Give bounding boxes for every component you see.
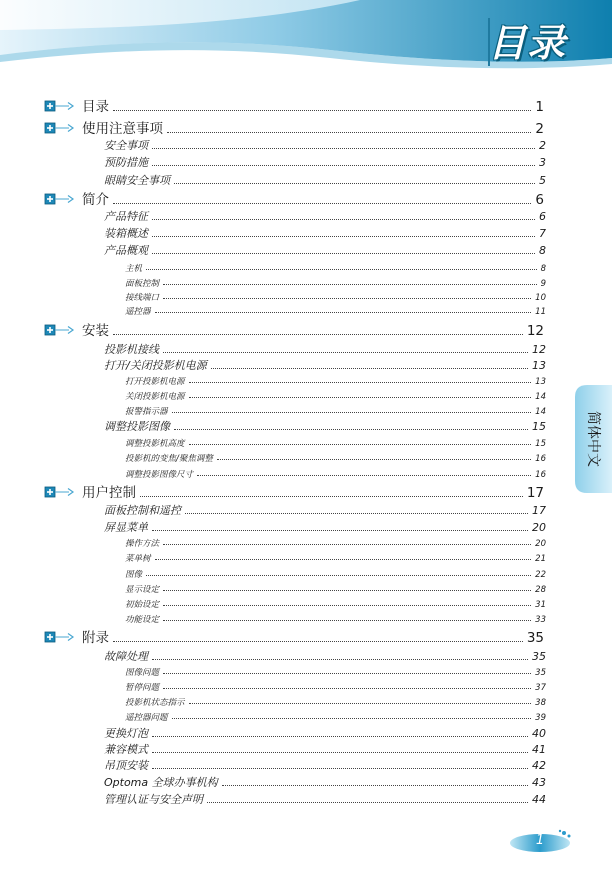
toc-entry-page: 12 <box>526 322 544 339</box>
section-bullet-icon <box>44 483 78 495</box>
toc-entry[interactable] <box>125 696 546 708</box>
toc-entry[interactable] <box>82 188 544 208</box>
toc-entry[interactable] <box>104 502 546 518</box>
dot-leader <box>207 802 528 803</box>
dot-leader <box>172 412 532 413</box>
section-bullet-icon <box>44 190 78 202</box>
section-bullet-icon <box>44 119 78 131</box>
toc-entry-label: 投影机状态指示 <box>125 697 185 708</box>
toc-entry-page: 31 <box>535 599 546 610</box>
toc-entry-page: 22 <box>535 569 546 580</box>
dot-leader <box>152 165 535 166</box>
toc-entry[interactable] <box>104 741 546 757</box>
dot-leader <box>163 284 537 285</box>
toc-entry[interactable] <box>82 481 544 501</box>
dot-leader <box>152 148 535 149</box>
toc-entry[interactable] <box>104 357 546 373</box>
toc-entry-page: 43 <box>532 776 546 789</box>
dot-leader <box>163 544 531 545</box>
language-label <box>575 385 612 493</box>
toc-entry-page: 12 <box>532 343 546 356</box>
page-title: 目录 <box>487 21 566 65</box>
toc-entry[interactable] <box>104 519 546 535</box>
toc-entry-label: 产品特征 <box>104 210 148 223</box>
dot-leader <box>113 110 531 111</box>
dot-leader <box>217 459 531 460</box>
toc-entry-label: 兼容模式 <box>104 743 148 756</box>
toc-entry-label: 打开/关闭投影机电源 <box>104 359 207 372</box>
toc-entry[interactable] <box>104 791 546 807</box>
toc-entry[interactable] <box>125 277 546 289</box>
toc-entry-label: 显示设定 <box>125 584 160 595</box>
toc-entry-page: 38 <box>535 697 546 708</box>
toc-entry-label: 遥控器 <box>125 306 151 317</box>
toc-entry-label: 眼睛安全事项 <box>104 174 170 187</box>
toc-entry-page: 1 <box>535 98 544 115</box>
toc-entry-page: 41 <box>532 743 546 756</box>
toc-entry-page: 17 <box>526 484 544 501</box>
dot-leader <box>189 444 532 445</box>
toc-entry[interactable] <box>125 405 546 417</box>
toc-entry-page: 17 <box>532 504 546 517</box>
dot-leader <box>163 590 531 591</box>
dot-leader <box>189 397 532 398</box>
toc-entry-page: 2 <box>535 120 544 137</box>
toc-entry[interactable] <box>125 305 546 317</box>
toc-entry[interactable] <box>125 711 546 723</box>
toc-entry-label: 接线端口 <box>125 292 160 303</box>
toc-entry[interactable] <box>125 568 546 580</box>
toc-entry[interactable] <box>82 626 544 646</box>
page-number: 1 <box>535 833 545 848</box>
dot-leader <box>152 736 528 737</box>
toc-entry-page: 5 <box>539 174 546 187</box>
toc-entry-label: 安装 <box>82 322 109 339</box>
toc-entry-page: 16 <box>535 453 546 464</box>
toc-entry-page: 28 <box>535 584 546 595</box>
toc-entry[interactable] <box>125 291 546 303</box>
toc-entry-label: 面板控制和遥控 <box>104 504 181 517</box>
toc-entry-page: 35 <box>535 667 546 678</box>
dot-leader <box>163 298 531 299</box>
toc-entry-label: 屏显菜单 <box>104 521 148 534</box>
toc-entry-page: 10 <box>535 292 546 303</box>
toc-entry-label: 初始设定 <box>125 599 160 610</box>
toc-entry[interactable] <box>104 757 546 773</box>
toc-entry-page: 16 <box>535 469 546 480</box>
toc-entry-label: 调整投影机高度 <box>125 438 185 449</box>
toc-entry-page: 3 <box>539 156 546 169</box>
toc-entry-page: 39 <box>535 712 546 723</box>
toc-entry-label: 关闭投影机电源 <box>125 391 185 402</box>
toc-entry-page: 13 <box>532 359 546 372</box>
toc-entry-page: 8 <box>539 244 546 257</box>
dot-leader <box>152 768 528 769</box>
toc-entry-page: 14 <box>535 391 546 402</box>
toc-entry[interactable] <box>104 774 546 790</box>
dot-leader <box>167 132 531 133</box>
toc-entry[interactable] <box>104 725 546 741</box>
dot-leader <box>185 513 528 514</box>
toc-entry-label: 装箱概述 <box>104 227 148 240</box>
dot-leader <box>140 496 523 497</box>
toc-entry-label: 投影机的变焦/聚焦调整 <box>125 453 213 464</box>
dot-leader <box>113 641 523 642</box>
dot-leader <box>152 236 535 237</box>
dot-leader <box>172 718 532 719</box>
toc-entry-label: 遥控器问题 <box>125 712 168 723</box>
dot-leader <box>163 673 531 674</box>
toc-entry[interactable] <box>125 262 546 274</box>
toc-entry-label: 投影机接线 <box>104 343 159 356</box>
toc-entry-page: 7 <box>539 227 546 240</box>
toc-entry[interactable] <box>125 468 546 480</box>
toc-entry[interactable] <box>104 172 546 188</box>
toc-entry-label: 主机 <box>125 263 143 274</box>
toc-entry-page: 9 <box>540 278 546 289</box>
toc-entry[interactable] <box>125 681 546 693</box>
toc-entry[interactable] <box>104 208 546 224</box>
toc-entry-page: 15 <box>532 420 546 433</box>
toc-entry-page: 11 <box>535 306 546 317</box>
toc-entry-label: 暂停问题 <box>125 682 160 693</box>
toc-entry[interactable] <box>104 418 546 434</box>
section-bullet-icon <box>44 321 78 333</box>
dot-leader <box>152 530 528 531</box>
toc-entry[interactable] <box>104 242 546 258</box>
dot-leader <box>152 659 528 660</box>
toc-entry-label: 附录 <box>82 629 109 646</box>
toc-entry-label: 用户控制 <box>82 484 136 501</box>
dot-leader <box>152 752 528 753</box>
dot-leader <box>152 253 535 254</box>
dot-leader <box>174 183 535 184</box>
toc-entry-page: 35 <box>532 650 546 663</box>
dot-leader <box>211 368 528 369</box>
toc-entry-page: 8 <box>540 263 546 274</box>
toc-entry-label: 简介 <box>82 191 109 208</box>
toc-entry-page: 14 <box>535 406 546 417</box>
toc-entry-label: 管理认证与安全声明 <box>104 793 203 806</box>
toc-entry-label: 更换灯泡 <box>104 727 148 740</box>
toc-entry-label: 调整投影图像尺寸 <box>125 469 194 480</box>
toc-entry-page: 20 <box>535 538 546 549</box>
toc-entry-page: 33 <box>535 614 546 625</box>
toc-entry-label: 打开投影机电源 <box>125 376 185 387</box>
toc-entry[interactable] <box>125 598 546 610</box>
toc-entry-label: 安全事项 <box>104 139 148 152</box>
section-bullet-icon <box>44 97 78 109</box>
toc-entry[interactable] <box>104 648 546 664</box>
toc-entry[interactable] <box>125 375 546 387</box>
dot-leader <box>163 688 531 689</box>
dot-leader <box>113 334 523 335</box>
toc-entry-page: 15 <box>535 438 546 449</box>
dot-leader <box>197 475 531 476</box>
toc-entry-label: 操作方法 <box>125 538 160 549</box>
toc-entry[interactable] <box>125 437 546 449</box>
section-bullet-icon <box>44 628 78 640</box>
toc-entry-label: 产品概观 <box>104 244 148 257</box>
dot-leader <box>152 219 535 220</box>
toc-entry-page: 20 <box>532 521 546 534</box>
toc-entry[interactable] <box>104 225 546 241</box>
toc-entry[interactable] <box>82 319 544 339</box>
toc-entry[interactable] <box>125 666 546 678</box>
dot-leader <box>113 203 531 204</box>
dot-leader <box>189 703 532 704</box>
toc-entry-page: 6 <box>535 191 544 208</box>
toc-entry-label: 预防措施 <box>104 156 148 169</box>
toc-entry-page: 21 <box>535 553 546 564</box>
toc-entry-label: 功能设定 <box>125 614 160 625</box>
dot-leader <box>146 269 537 270</box>
toc-entry[interactable] <box>104 154 546 170</box>
toc-entry[interactable] <box>125 452 546 464</box>
toc-entry-label: 菜单树 <box>125 553 151 564</box>
toc-entry-label: 面板控制 <box>125 278 160 289</box>
toc-entry-label: 故障处理 <box>104 650 148 663</box>
toc-entry-page: 6 <box>539 210 546 223</box>
toc-entry[interactable] <box>125 583 546 595</box>
dot-leader <box>155 312 532 313</box>
toc-entry-label: 吊顶安装 <box>104 759 148 772</box>
toc-entry-page: 2 <box>539 139 546 152</box>
dot-leader <box>155 559 532 560</box>
toc-entry[interactable] <box>104 137 546 153</box>
toc-entry[interactable] <box>82 95 544 115</box>
toc-entry[interactable] <box>104 341 546 357</box>
toc-entry-label: 图像 <box>125 569 143 580</box>
toc-entry-label: 目录 <box>82 98 109 115</box>
dot-leader <box>146 575 531 576</box>
toc-entry[interactable] <box>125 390 546 402</box>
toc-entry-page: 35 <box>526 629 544 646</box>
toc-entry-label: 调整投影图像 <box>104 420 170 433</box>
dot-leader <box>174 429 528 430</box>
toc-entry-page: 44 <box>532 793 546 806</box>
toc-entry[interactable] <box>82 117 544 137</box>
toc-entry-label: 使用注意事项 <box>82 120 163 137</box>
dot-leader <box>163 620 531 621</box>
toc-entry-page: 13 <box>535 376 546 387</box>
toc-entry-page: 37 <box>535 682 546 693</box>
toc-entry-label: 图像问题 <box>125 667 160 678</box>
toc-entry-page: 40 <box>532 727 546 740</box>
dot-leader <box>222 785 528 786</box>
toc-entry-label: 报警指示器 <box>125 406 168 417</box>
toc-entry[interactable] <box>125 613 546 625</box>
dot-leader <box>189 382 532 383</box>
toc-entry-label: Optoma 全球办事机构 <box>104 776 218 789</box>
toc-entry[interactable] <box>125 552 546 564</box>
toc-entry-page: 42 <box>532 759 546 772</box>
dot-leader <box>163 605 531 606</box>
toc-entry[interactable] <box>125 537 546 549</box>
dot-leader <box>163 352 528 353</box>
language-label-text: 简体中文 <box>584 411 601 467</box>
